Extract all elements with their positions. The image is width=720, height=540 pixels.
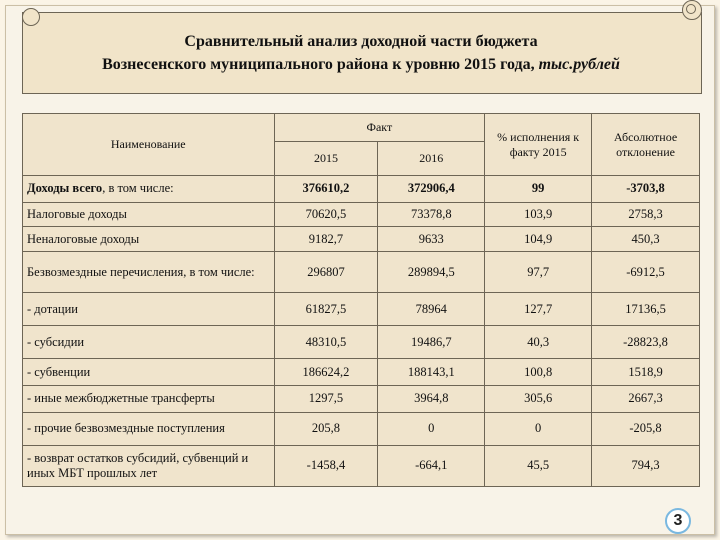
header-2015: 2015 xyxy=(274,142,378,176)
row-name: - иные межбюджетные трансферты xyxy=(23,386,275,413)
cell-percent: 97,7 xyxy=(485,252,592,293)
cell-absolute: 17136,5 xyxy=(592,293,700,326)
cell-percent: 104,9 xyxy=(485,227,592,252)
revenue-table xyxy=(22,113,700,487)
cell-absolute: 794,3 xyxy=(592,445,700,486)
cell-absolute: -205,8 xyxy=(592,412,700,445)
header-fact: Факт xyxy=(274,114,485,142)
cell-2016: 73378,8 xyxy=(378,202,485,227)
cell-absolute: 450,3 xyxy=(592,227,700,252)
row-name: - субвенции xyxy=(23,359,275,386)
cell-2016: 78964 xyxy=(378,293,485,326)
cell-2016: 372906,4 xyxy=(378,176,485,203)
header-absolute: Абсолютное отклонение xyxy=(592,114,700,176)
table-row xyxy=(23,359,700,386)
row-name: Безвозмездные перечисления, в том числе: xyxy=(23,252,275,293)
row-name-bold: Доходы всего xyxy=(27,181,103,196)
table-row xyxy=(23,227,700,252)
row-name: - дотации xyxy=(23,293,275,326)
cell-absolute: 2758,3 xyxy=(592,202,700,227)
scroll-curl-inner-icon xyxy=(686,4,696,14)
table-row xyxy=(23,293,700,326)
cell-2015: 70620,5 xyxy=(274,202,378,227)
cell-percent: 100,8 xyxy=(485,359,592,386)
cell-absolute: -6912,5 xyxy=(592,252,700,293)
cell-percent: 40,3 xyxy=(485,326,592,359)
table-row xyxy=(23,202,700,227)
cell-2016: 0 xyxy=(378,412,485,445)
cell-2015: 376610,2 xyxy=(274,176,378,203)
table-row xyxy=(23,176,700,203)
cell-absolute: -28823,8 xyxy=(592,326,700,359)
row-name: - возврат остатков субсидий, субвенций и иных МБТ прошлых лет xyxy=(23,445,275,486)
cell-percent: 127,7 xyxy=(485,293,592,326)
cell-2015: 205,8 xyxy=(274,412,378,445)
table-row xyxy=(23,252,700,293)
row-name: - прочие безвозмездные поступления xyxy=(23,412,275,445)
cell-percent: 0 xyxy=(485,412,592,445)
cell-2015: -1458,4 xyxy=(274,445,378,486)
cell-2016: 3964,8 xyxy=(378,386,485,413)
cell-absolute: -3703,8 xyxy=(592,176,700,203)
cell-2015: 9182,7 xyxy=(274,227,378,252)
cell-2015: 61827,5 xyxy=(274,293,378,326)
row-name-rest: , в том числе: xyxy=(102,181,174,196)
cell-2016: 188143,1 xyxy=(378,359,485,386)
row-name: Неналоговые доходы xyxy=(23,227,275,252)
cell-percent: 103,9 xyxy=(485,202,592,227)
table-row xyxy=(23,445,700,486)
cell-2016: 289894,5 xyxy=(378,252,485,293)
header-percent: % исполнения к факту 2015 xyxy=(485,114,592,176)
cell-2016: 19486,7 xyxy=(378,326,485,359)
title-line-2 xyxy=(22,53,700,76)
cell-percent: 45,5 xyxy=(485,445,592,486)
table-row xyxy=(23,412,700,445)
cell-2015: 296807 xyxy=(274,252,378,293)
cell-2016: -664,1 xyxy=(378,445,485,486)
table-row xyxy=(23,326,700,359)
title-unit: тыс.рублей xyxy=(538,56,620,73)
title-line-2-main: Вознесенского муниципального района к уровню 2015 года, xyxy=(102,56,539,73)
title-line-1: Сравнительный анализ доходной части бюджета xyxy=(184,33,538,50)
cell-percent: 305,6 xyxy=(485,386,592,413)
cell-2015: 1297,5 xyxy=(274,386,378,413)
row-name xyxy=(23,176,275,203)
cell-absolute: 2667,3 xyxy=(592,386,700,413)
header-2016: 2016 xyxy=(378,142,485,176)
row-name: Налоговые доходы xyxy=(23,202,275,227)
cell-2015: 48310,5 xyxy=(274,326,378,359)
table-row xyxy=(23,386,700,413)
row-name: - субсидии xyxy=(23,326,275,359)
slide-title xyxy=(22,30,700,76)
cell-percent: 99 xyxy=(485,176,592,203)
cell-2015: 186624,2 xyxy=(274,359,378,386)
cell-absolute: 1518,9 xyxy=(592,359,700,386)
cell-2016: 9633 xyxy=(378,227,485,252)
scroll-curl-left-icon xyxy=(22,8,40,26)
page-number-badge: 3 xyxy=(665,508,691,534)
header-name: Наименование xyxy=(23,114,275,176)
